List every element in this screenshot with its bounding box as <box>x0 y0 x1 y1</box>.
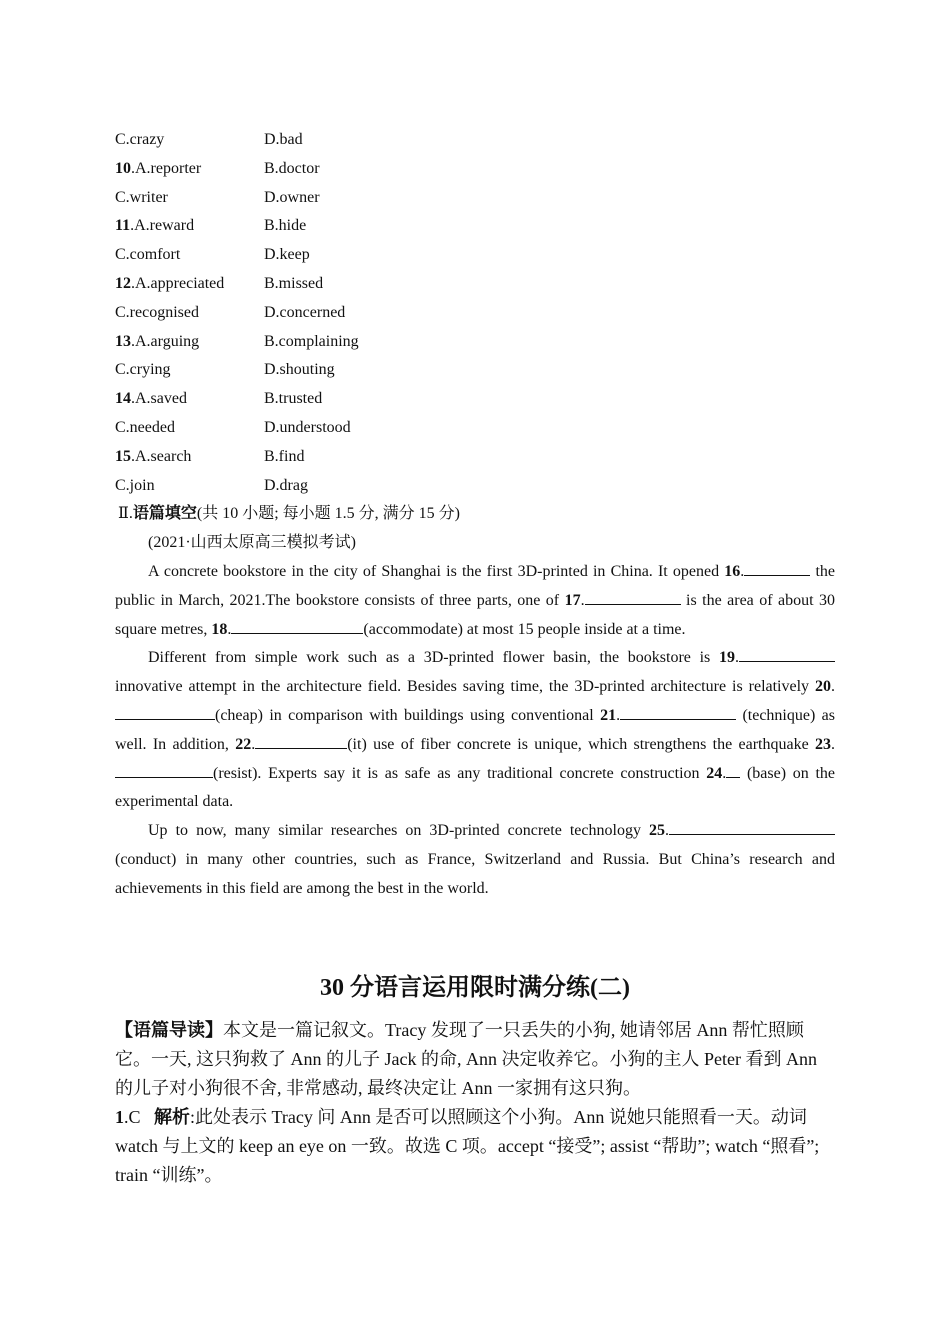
blank-23[interactable] <box>115 761 213 778</box>
question-number: 10 <box>115 159 131 177</box>
option-right: D.understood <box>264 418 351 436</box>
option-left <box>115 328 199 357</box>
option-text: C.join <box>115 476 155 494</box>
answer-section-title: 30 分语言运用限时满分练(二) <box>320 975 630 1001</box>
option-row <box>115 270 835 299</box>
answer-explanation-1 <box>115 1103 835 1189</box>
blank-number: 21 <box>600 706 617 724</box>
blank-number: 20 <box>815 678 831 696</box>
option-left <box>115 472 155 501</box>
option-right: D.owner <box>264 188 320 206</box>
option-left <box>115 155 201 184</box>
option-left <box>115 126 164 155</box>
option-text: .A.reward <box>130 217 195 235</box>
question-number: 12 <box>115 274 131 292</box>
option-right: B.find <box>264 447 305 465</box>
option-row <box>115 299 835 328</box>
question-number: 13 <box>115 332 131 350</box>
option-right: B.trusted <box>264 390 323 408</box>
source-line: (2021·山西太原高三模拟考试) <box>148 534 356 552</box>
passage-paragraph-3: Up to now, many similar researches on 3D-printed concrete technology 25. (conduct) in many other countries, such as France, Switzerland and Russia. But China’s research and achievements in this field are among the best in the world. <box>115 817 835 903</box>
answer-number: 1 <box>115 1107 124 1127</box>
option-left <box>115 299 199 328</box>
blank-16[interactable] <box>744 559 810 576</box>
option-left <box>115 356 171 385</box>
option-row <box>115 385 835 414</box>
option-right: B.complaining <box>264 332 359 350</box>
option-row <box>115 443 835 472</box>
option-right: B.doctor <box>264 159 320 177</box>
option-text: C.crying <box>115 361 171 379</box>
option-text: .A.reporter <box>131 159 202 177</box>
blank-number: 18 <box>211 620 228 638</box>
exam-page <box>115 126 835 904</box>
blank-20[interactable] <box>115 703 215 720</box>
option-row <box>115 126 835 155</box>
blank-number: 22 <box>235 735 252 753</box>
blank-number: 19 <box>719 649 735 667</box>
option-row <box>115 472 835 501</box>
option-row <box>115 414 835 443</box>
option-row <box>115 356 835 385</box>
option-text: C.comfort <box>115 246 181 264</box>
guide-label: 【语篇导读】 <box>115 1020 223 1040</box>
option-right: D.shouting <box>264 361 335 379</box>
option-row <box>115 241 835 270</box>
option-text: C.crazy <box>115 131 165 148</box>
blank-19[interactable] <box>739 645 835 662</box>
question-number: 14 <box>115 390 131 408</box>
section-number: Ⅱ. <box>118 505 133 523</box>
option-left <box>115 212 194 241</box>
answer-choice: .C <box>124 1107 141 1127</box>
blank-number: 24 <box>706 764 723 782</box>
guide-text: 本文是一篇记叙文。Tracy 发现了一只丢失的小狗, 她请邻居 Ann 帮忙照顾它。一天, 这只狗救了 Ann 的儿子 Jack 的命, Ann 决定收养它。小狗的主人 Peter 看到 Ann 的儿子对小狗很不舍, 非常感动, 最终决定让 Ann 一家拥有这只狗。 <box>115 1020 817 1098</box>
blank-number: 16 <box>724 562 741 580</box>
option-text: .A.search <box>131 447 192 465</box>
passage-guide <box>115 1016 835 1102</box>
question-number: 15 <box>115 447 131 465</box>
option-row <box>115 212 835 241</box>
option-right: B.hide <box>264 217 307 235</box>
blank-21[interactable] <box>620 703 736 720</box>
section-note: (共 10 小题; 每小题 1.5 分, 满分 15 分) <box>196 505 460 523</box>
option-text: .A.arguing <box>131 332 200 350</box>
passage-paragraph-2: Different from simple work such as a 3D-printed flower basin, the bookstore is 19. innovative attempt in the architecture field. Besides saving time, the 3D-printed architecture is relatively 20.(cheap) in comparison with buildings using conventional 21. (technique) as well. In addition, 22. (it) use of fiber concrete is unique, which strengthens the earthquake 23.(resist). Experts say it is as safe as any traditional concrete construction 24. (base) on the experimental data. <box>115 644 835 817</box>
blank-number: 23 <box>815 735 832 753</box>
section-heading <box>118 500 835 529</box>
question-number: 11 <box>115 217 131 235</box>
option-right: D.keep <box>264 246 310 264</box>
explanation-text: :此处表示 Tracy 问 Ann 是否可以照顾这个小狗。Ann 说她只能照看一天。动词 watch 与上文的 keep an eye on 一致。故选 C 项。accept “接受”; assist “帮助”; watch “照看”; train “训练”。 <box>115 1107 820 1185</box>
option-right: D.drag <box>264 476 308 494</box>
option-row <box>115 155 835 184</box>
option-left <box>115 443 191 472</box>
blank-18[interactable] <box>231 617 363 634</box>
option-left <box>115 270 224 299</box>
blank-25[interactable] <box>669 818 835 835</box>
option-text: .A.saved <box>131 390 187 408</box>
blank-17[interactable] <box>585 588 681 605</box>
option-left <box>115 414 175 443</box>
blank-number: 17 <box>564 591 581 609</box>
option-right: B.missed <box>264 274 324 292</box>
option-right: D.concerned <box>264 303 346 321</box>
option-left <box>115 241 180 270</box>
option-text: C.recognised <box>115 303 199 321</box>
option-text: C.needed <box>115 418 175 436</box>
option-text: C.writer <box>115 188 168 206</box>
passage-paragraph-1: A concrete bookstore in the city of Shanghai is the first 3D-printed in China. It opened 16. the public in March, 2021.The bookstore consists of three parts, one of 17. is the area of about 30 square metres, 18. (accommodate) at most 15 people inside at a time. <box>115 558 835 644</box>
option-row <box>115 184 835 213</box>
option-left <box>115 184 168 213</box>
blank-number: 25 <box>649 822 665 840</box>
option-text: .A.appreciated <box>131 274 225 292</box>
option-right: D.bad <box>264 131 303 148</box>
options-list <box>115 126 835 500</box>
option-row <box>115 328 835 357</box>
section-title: 语篇填空 <box>132 505 197 523</box>
blank-22[interactable] <box>255 732 347 749</box>
option-left <box>115 385 187 414</box>
blank-24[interactable] <box>726 761 740 778</box>
explanation-label: 解析 <box>154 1107 191 1127</box>
